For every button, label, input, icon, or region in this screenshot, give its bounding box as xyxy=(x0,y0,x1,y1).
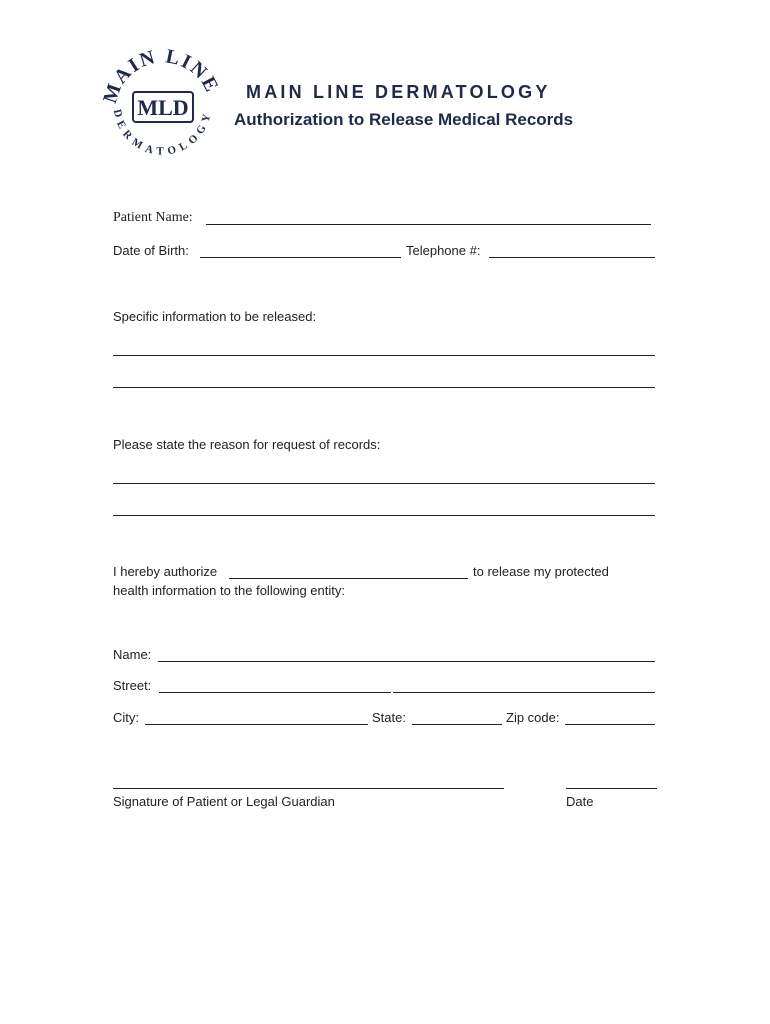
svg-text:MAIN LINE: MAIN LINE xyxy=(100,45,224,107)
date-label: Date xyxy=(566,794,594,809)
form-title: Authorization to Release Medical Records xyxy=(234,110,574,129)
authorized-party-field[interactable] xyxy=(229,578,468,579)
authorize-prefix: I hereby authorize xyxy=(113,564,218,579)
specific-info-line-2[interactable] xyxy=(113,387,655,388)
reason-label: Please state the reason for request of records: xyxy=(113,437,381,452)
dob-field[interactable] xyxy=(200,257,401,258)
specific-info-label: Specific information to be released: xyxy=(113,309,317,324)
telephone-field[interactable] xyxy=(489,257,655,258)
patient-name-label: Patient Name: xyxy=(113,210,193,225)
state-label: State: xyxy=(372,710,406,725)
authorize-line-2: health information to the following entity: xyxy=(113,583,345,598)
patient-name-field[interactable] xyxy=(206,224,651,225)
authorize-suffix: to release my protected xyxy=(473,564,609,579)
svg-text:DERMATOLOGY: DERMATOLOGY xyxy=(110,108,215,158)
street-field-1[interactable] xyxy=(159,692,391,693)
street-field-2[interactable] xyxy=(393,692,655,693)
reason-line-2[interactable] xyxy=(113,515,655,516)
street-label: Street: xyxy=(113,678,152,693)
telephone-label: Telephone #: xyxy=(406,243,481,258)
date-field[interactable] xyxy=(566,788,657,789)
zip-label: Zip code: xyxy=(506,710,560,725)
entity-name-label: Name: xyxy=(113,647,152,662)
state-field[interactable] xyxy=(412,724,502,725)
zip-field[interactable] xyxy=(565,724,655,725)
logo-seal xyxy=(100,44,225,169)
dob-label: Date of Birth: xyxy=(113,243,189,258)
svg-text:MLD: MLD xyxy=(137,95,189,120)
specific-info-line-1[interactable] xyxy=(113,355,655,356)
signature-label: Signature of Patient or Legal Guardian xyxy=(113,794,335,809)
city-label: City: xyxy=(113,710,139,725)
brand-title: MAIN LINE DERMATOLOGY xyxy=(246,82,551,102)
signature-field[interactable] xyxy=(113,788,504,789)
city-field[interactable] xyxy=(145,724,368,725)
entity-name-field[interactable] xyxy=(158,661,655,662)
reason-line-1[interactable] xyxy=(113,483,655,484)
